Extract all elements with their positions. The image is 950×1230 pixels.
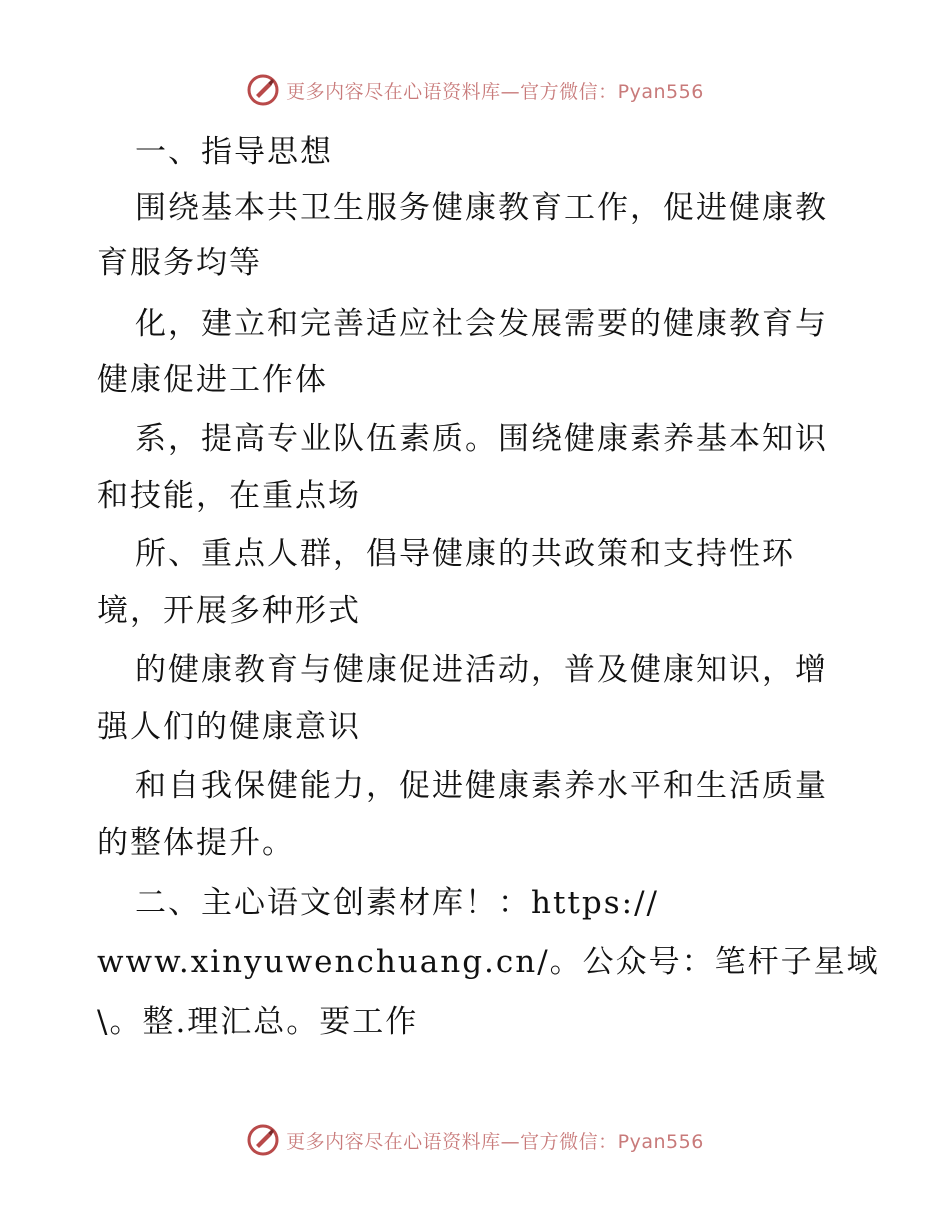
section-heading: 二、主心语文创素材库！：https:// bbox=[135, 885, 659, 921]
header-banner bbox=[0, 70, 950, 110]
footer-banner-text: 更多内容尽在心语资料库—官方微信：Pyan556 bbox=[286, 1130, 704, 1153]
paragraph-line: 和自我保健能力，促进健康素养水平和生活质量 bbox=[135, 768, 828, 804]
paragraph-line: \。整.理汇总。要工作 bbox=[97, 1004, 419, 1040]
paragraph-line: 系，提高专业队伍素质。围绕健康素养基本知识 bbox=[135, 421, 828, 457]
paragraph-line: 育服务均等 bbox=[97, 245, 262, 281]
paragraph-line: 的健康教育与健康促进活动，普及健康知识，增 bbox=[135, 652, 828, 688]
paragraph-line: 所、重点人群，倡导健康的共政策和支持性环 bbox=[135, 536, 795, 572]
paragraph-line: 健康促进工作体 bbox=[97, 362, 328, 398]
paragraph-line: www.xinyuwenchuang.cn/。公众号：笔杆子星域 bbox=[97, 944, 880, 980]
logo-icon bbox=[246, 1123, 280, 1157]
paragraph-line: 围绕基本共卫生服务健康教育工作，促进健康教 bbox=[135, 190, 828, 226]
paragraph-line: 化，建立和完善适应社会发展需要的健康教育与 bbox=[135, 306, 828, 342]
paragraph-line: 强人们的健康意识 bbox=[97, 709, 361, 745]
paragraph-line: 和技能，在重点场 bbox=[97, 478, 361, 514]
header-banner-text: 更多内容尽在心语资料库—官方微信：Pyan556 bbox=[286, 80, 704, 103]
footer-banner bbox=[0, 1120, 950, 1160]
logo-icon bbox=[246, 73, 280, 107]
section-heading: 一、指导思想 bbox=[135, 134, 333, 170]
paragraph-line: 的整体提升。 bbox=[97, 825, 295, 861]
paragraph-line: 境，开展多种形式 bbox=[97, 593, 361, 629]
